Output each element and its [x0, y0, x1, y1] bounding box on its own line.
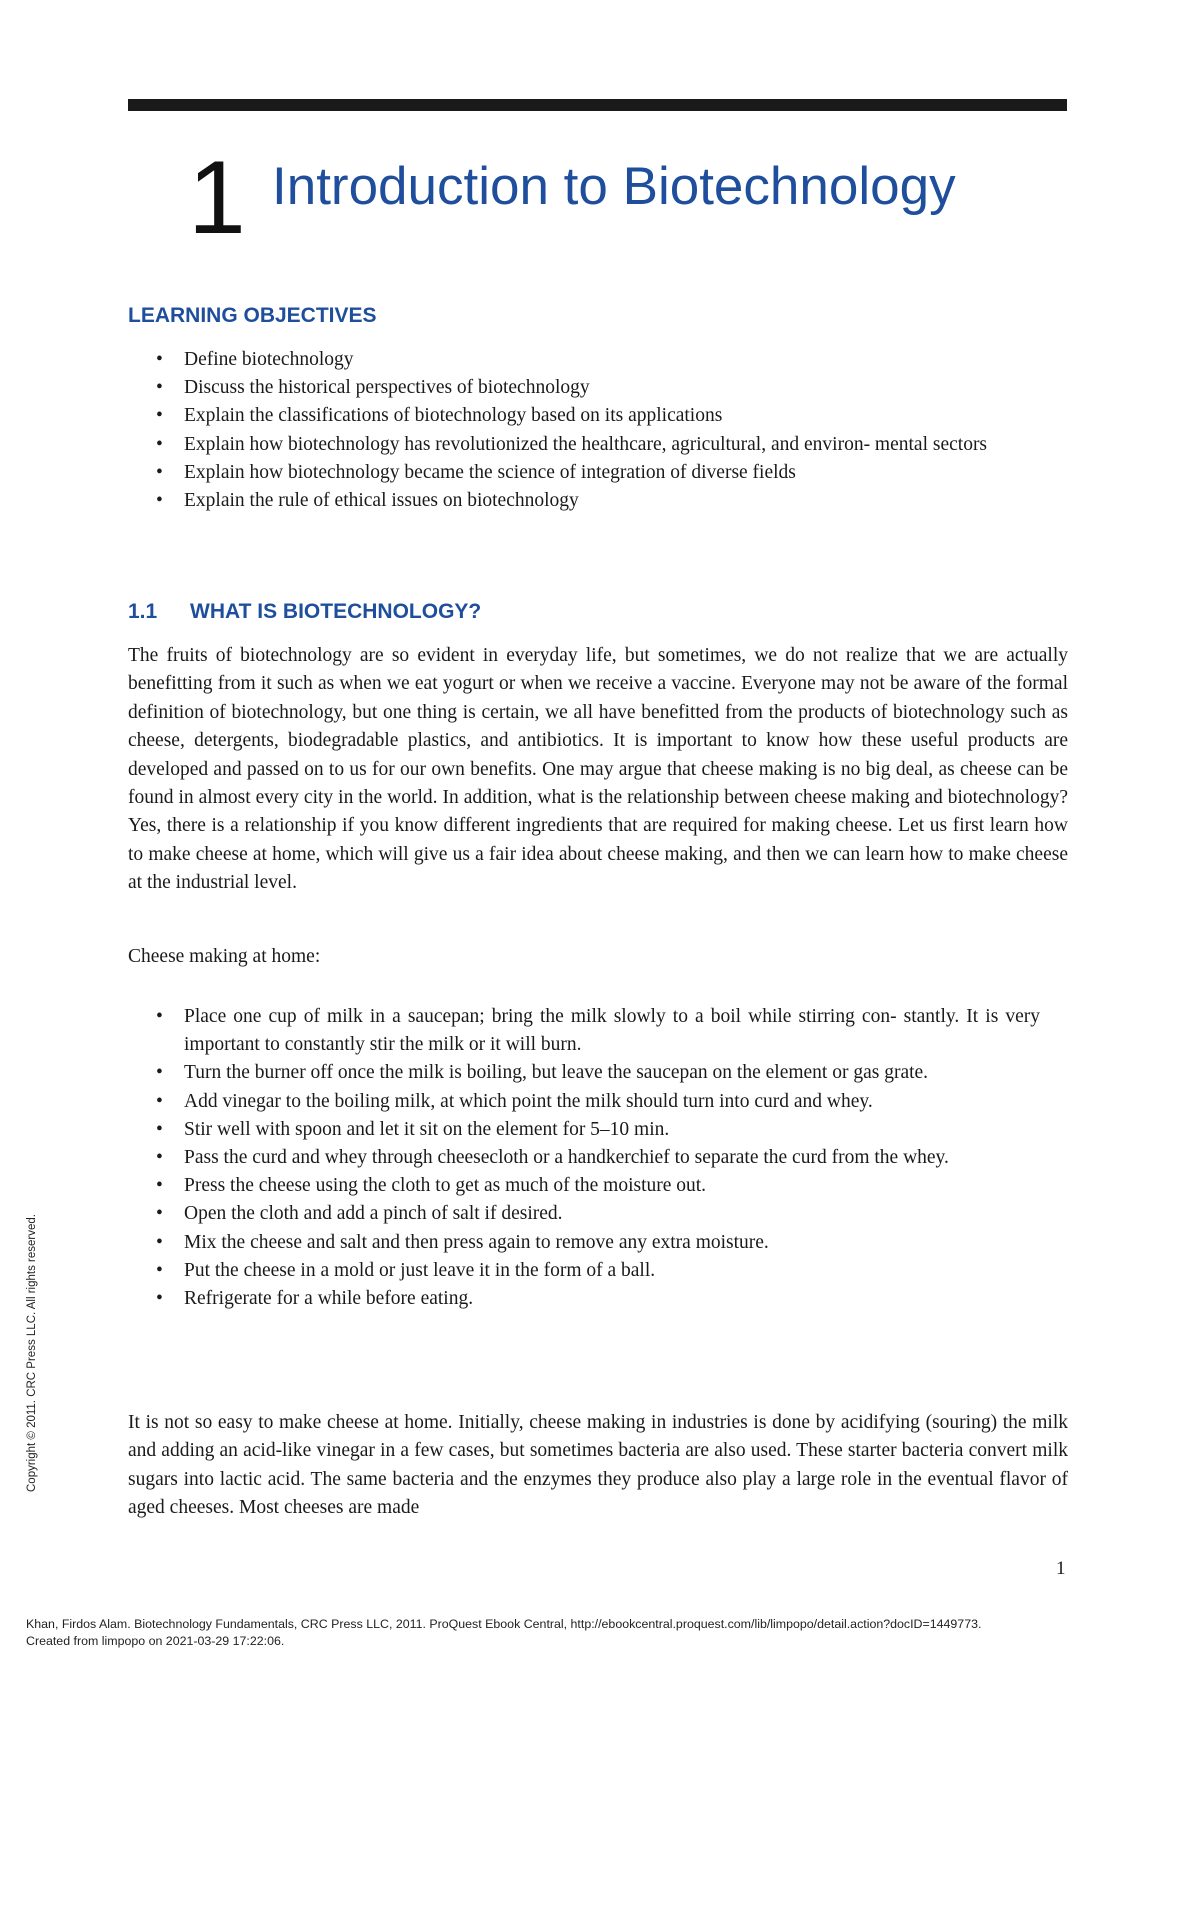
learning-objectives-heading: LEARNING OBJECTIVES — [128, 304, 377, 327]
cheese-steps-list — [128, 1003, 1040, 1313]
page-number: 1 — [1056, 1558, 1066, 1579]
list-item: • Mix the cheese and salt and then press again to remove any extra moisture. — [156, 1231, 769, 1253]
chapter-title: Introduction to Biotechnology — [272, 157, 956, 216]
closing-paragraph: It is not so easy to make cheese at home. Initially, cheese making in industries is done by acidifying (souring) the milk and adding an acid-like vinegar in a few cases, but sometimes bacteria are also used. These starter bacteria convert milk sugars into lactic acid. The same bacteria and the enzymes they produce also play a large role in the eventual flavor of aged cheeses. Most cheeses are made — [128, 1412, 1068, 1519]
list-item: • Define biotechnology — [156, 349, 354, 370]
list-item: • Add vinegar to the boiling milk, at which point the milk should turn into curd and whey. — [156, 1090, 873, 1112]
list-item: • Explain how biotechnology has revolutionized the healthcare, agricultural, and environ- mental sectors — [156, 433, 988, 455]
citation-footer — [26, 1616, 981, 1650]
list-item: • Explain the classifications of biotechnology based on its applications — [156, 405, 723, 427]
list-item: • Press the cheese using the cloth to get as much of the moisture out. — [156, 1175, 707, 1197]
list-item: • Discuss the historical perspectives of biotechnology — [156, 377, 590, 399]
chapter-top-rule — [128, 99, 1067, 111]
section-heading — [128, 600, 481, 624]
list-item: • Pass the curd and whey through cheesecloth or a handkerchief to separate the curd from the whey. — [156, 1147, 949, 1169]
list-item: • Place one cup of milk in a saucepan; bring the milk slowly to a boil while stirring con- stantly. It is very important to constantly stir the milk or it will burn. — [156, 1006, 1040, 1056]
created-line: Created from limpopo on 2021-03-29 17:22:06. — [26, 1634, 285, 1648]
list-item: • Put the cheese in a mold or just leave it in the form of a ball. — [156, 1259, 656, 1281]
citation-line: Khan, Firdos Alam. Biotechnology Fundamentals, CRC Press LLC, 2011. ProQuest Ebook Central, http://ebookcentral.proquest.com/lib/limpopo/detail.action?docID=1449773. — [26, 1617, 982, 1631]
chapter-number: 1 — [188, 140, 246, 256]
learning-objectives-list — [128, 346, 1040, 515]
copyright-notice: Copyright © 2011. CRC Press LLC. All rights reserved. — [26, 1214, 38, 1492]
section-number: 1.1 — [128, 600, 158, 623]
list-item: • Refrigerate for a while before eating. — [156, 1288, 474, 1310]
list-item: • Turn the burner off once the milk is boiling, but leave the saucepan on the element or gas grate. — [156, 1062, 929, 1084]
list-item: • Explain how biotechnology became the science of integration of diverse fields — [156, 461, 796, 483]
intro-paragraph: The fruits of biotechnology are so evident in everyday life, but sometimes, we do not realize that we are actually benefitting from it such as when we eat yogurt or when we receive a vaccine. Everyone may not be aware of the formal definition of biotechnology, but one thing is certain, we all have benefitted from the products of biotechnology such as cheese, detergents, biodegradable plastics, and antibiotics. It is important to know how these useful products are developed and passed on to us for our own benefits. One may argue that cheese making is no big deal, as cheese can be found in almost every city in the world. In addition, what is the relationship between cheese making and biotechnology? Yes, there is a relationship if you know different ingredients that are required for making cheese. Let us first learn how to make cheese at home, which will give us a fair idea about cheese making, and then we can learn how to make cheese at the industrial level. — [128, 645, 1068, 894]
list-item: • Explain the rule of ethical issues on biotechnology — [156, 490, 579, 512]
list-item: • Open the cloth and add a pinch of salt if desired. — [156, 1203, 563, 1225]
section-title: WHAT IS BIOTECHNOLOGY? — [190, 600, 482, 623]
cheese-intro-paragraph: Cheese making at home: — [128, 946, 321, 967]
list-item: • Stir well with spoon and let it sit on the element for 5–10 min. — [156, 1118, 670, 1140]
